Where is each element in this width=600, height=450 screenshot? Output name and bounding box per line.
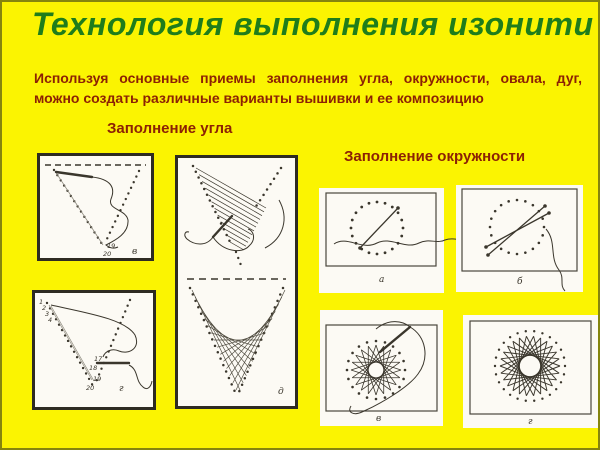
stitch-number: 4: [48, 316, 53, 324]
chord-end-dot: [396, 206, 400, 210]
figure-letter: б: [517, 277, 523, 287]
thread-star: [351, 345, 401, 395]
page-title: Технология выполнения изонити: [32, 6, 594, 42]
stitch-number: 19: [93, 375, 102, 383]
section-label-circle: Заполнение окружности: [344, 148, 526, 165]
pin-dots-right-arm: [96, 300, 130, 382]
thread-curve: [185, 232, 213, 244]
figure-letter: а: [379, 275, 385, 285]
thread-right-curve: [265, 200, 284, 248]
section-label-angle: Заполнение угла: [107, 120, 233, 137]
thread-envelope: [192, 290, 285, 390]
pin-dots-left-arm: [47, 303, 93, 386]
pin-dots-circle: [350, 201, 405, 256]
thread-tail: [546, 229, 565, 291]
chord-end-dot: [358, 246, 362, 250]
stitch-number: 2: [42, 304, 47, 312]
stitch-number: 3: [45, 310, 50, 318]
chord-line: [488, 206, 545, 255]
figure-angle-v: [37, 153, 154, 261]
inner-frame: [326, 325, 437, 411]
inner-frame: [470, 321, 591, 414]
pin-dots-below: [236, 252, 242, 268]
chord-end-dot: [547, 211, 551, 215]
pin-dots-circle: [346, 340, 407, 401]
figure-angle-g: [32, 290, 156, 410]
figure-letter: в: [132, 247, 138, 257]
stitch-line: [51, 306, 94, 381]
thread-star: [500, 336, 560, 396]
figure-letter: в: [376, 414, 382, 424]
thread-sweep: [350, 327, 425, 414]
figure-letter: г: [119, 384, 124, 394]
figure-circle-a: [319, 188, 444, 293]
chord-end-dot: [486, 253, 490, 257]
stitch-number: 19: [107, 242, 116, 250]
stitch-number: 17: [94, 355, 103, 363]
figure-circle-v: [320, 310, 443, 426]
stitch-number: 20: [103, 250, 112, 258]
stitch-number: 20: [86, 384, 95, 392]
pin-dots-right-arm: [106, 171, 139, 241]
pin-dots-circle: [494, 330, 566, 402]
thread-fan: [196, 168, 266, 250]
intro-text: Используя основные приемы заполнения угла, окружности, овала, дуг, можно создать различные варианты вышивки и ее композицию: [34, 70, 582, 106]
stitch-number: 18: [89, 364, 98, 372]
pin-dots-right-arm: [255, 168, 281, 208]
figure-letter: г: [528, 417, 533, 427]
inner-frame: [462, 189, 577, 271]
needle-icon: [380, 327, 410, 352]
stitch-number: 1: [39, 298, 44, 306]
chord-end-dot: [543, 204, 547, 208]
stitch-line: [49, 305, 92, 380]
needle-icon: [56, 172, 92, 177]
thread-tail: [129, 365, 152, 389]
figure-angle-d: [175, 155, 298, 409]
figure-circle-g: [463, 315, 599, 428]
chord-end-dot: [484, 245, 488, 249]
first-stitch-line: [55, 171, 103, 245]
figure-circle-b: [456, 185, 583, 292]
figure-letter: д: [278, 387, 284, 397]
pin-dots-left-arm: [193, 166, 232, 246]
inner-frame: [326, 193, 436, 266]
thread-wave: [334, 239, 465, 245]
